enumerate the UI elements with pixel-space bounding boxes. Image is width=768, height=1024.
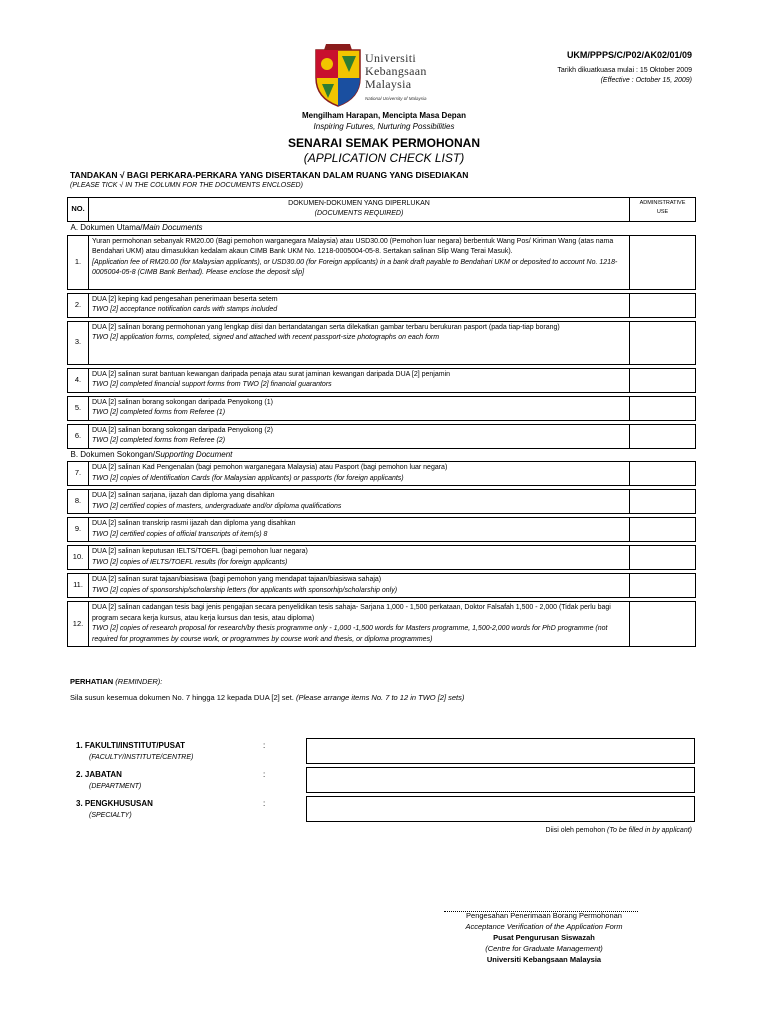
row-document-en: TWO [2] completed forms from Referee (1) (92, 409, 226, 416)
section-a-ms: A. Dokumen Utama/ (70, 223, 143, 232)
row-document-ms: DUA [2] salinan sarjana, ijazah dan diploma yang disahkan (92, 492, 275, 499)
row-document-en: TWO [2] copies of Identification Cards (for Malaysian applicants) or passports (for foreign applicants) (92, 474, 404, 482)
effective-date-en: (Effective : October 15, 2009) (600, 77, 692, 84)
col-no-header: NO. (68, 198, 89, 222)
reminder-label-ms: PERHATIAN (70, 677, 114, 686)
row-document-ms: DUA [2] keping kad pengesahan penerimaan beserta setem (92, 295, 278, 303)
reminder-text-ms: Sila susun kesemua dokumen No. 7 hingga 12 kepada DUA [2] set. (70, 693, 296, 702)
motto-en: Inspiring Futures, Nurturing Possibilities (313, 122, 455, 131)
row-document-ms: DUA [2] salinan borang sokongan daripada Penyokong (1) (92, 398, 273, 406)
col-documents-en: (DOCUMENTS REQUIRED) (314, 210, 404, 217)
fill-note (546, 827, 692, 834)
field-colon: : (263, 770, 266, 779)
row-document-en: TWO [2] completed financial support forms from TWO [2] financial guarantors (92, 381, 332, 388)
table-header-row (68, 198, 696, 222)
row-document (89, 546, 630, 570)
col-documents-ms: DOKUMEN-DOKUMEN YANG DIPERLUKAN (288, 200, 430, 207)
page-title: SENARAI SEMAK PERMOHONAN (287, 136, 480, 150)
field-colon: : (263, 799, 266, 808)
page-subtitle: (APPLICATION CHECK LIST) (303, 151, 465, 165)
admin-tick-box[interactable] (630, 235, 696, 289)
checklist-row (68, 602, 696, 647)
row-number: 12. (68, 602, 89, 647)
motto-ms: Mengilham Harapan, Mencipta Masa Depan (301, 111, 467, 120)
field-colon: : (263, 741, 266, 750)
verification-line1: Pengesahan Penerimaan Borang Permohonan (466, 911, 622, 920)
col-admin-line1: ADMINISTRATIVE (639, 200, 686, 206)
field-label: 1. FAKULTI/INSTITUT/PUSAT (76, 741, 186, 750)
admin-tick-box[interactable] (630, 490, 696, 514)
row-document (89, 574, 630, 598)
admin-tick-box[interactable] (630, 368, 696, 392)
row-document (89, 602, 630, 647)
row-document-ms: DUA [2] salinan cadangan tesis bagi jenis pengajian secara penyelidikan tesis sahaja- Sarjana 1,000 - 1,500 perkataan, Doktor Falsafah 1,500 - 2,000 (Tidak perlu bagi program secara kerja kursus, atau kerja kursus dan tesis, atau diploma) (92, 604, 611, 622)
section-b-ms: B. Dokumen Sokongan/ (70, 449, 155, 459)
section-b-title (68, 448, 696, 462)
row-number: 6. (68, 424, 89, 448)
admin-tick-box[interactable] (630, 462, 696, 486)
effective-date-ms: Tarikh dikuatkuasa mulai : 15 Oktober 2009 (557, 67, 692, 74)
instruction-ms: TANDAKAN √ BAGI PERKARA-PERKARA YANG DISERTAKAN DALAM RUANG YANG DISEDIAKAN (70, 170, 469, 180)
row-document-en: TWO [2] copies of IELTS/TOEFL results (for foreign applicants) (92, 558, 288, 566)
university-name-line2: Kebangsaan (365, 64, 427, 78)
ukm-crest-icon (312, 44, 364, 108)
row-number: 7. (68, 462, 89, 486)
section-a-en: Main Documents (142, 223, 203, 232)
checklist-row (68, 424, 696, 448)
checklist-row (68, 235, 696, 289)
field-input[interactable] (306, 767, 695, 793)
admin-tick-box[interactable] (630, 396, 696, 420)
university-name-line1: Universiti (365, 51, 416, 65)
instruction-en: (PLEASE TICK √ IN THE COLUMN FOR THE DOCUMENTS ENCLOSED) (70, 182, 303, 189)
row-number: 4. (68, 368, 89, 392)
admin-tick-box[interactable] (630, 518, 696, 542)
verification-line5: Universiti Kebangsaan Malaysia (486, 955, 602, 964)
row-document (89, 293, 630, 317)
section-a-title (68, 222, 696, 236)
row-number: 11. (68, 574, 89, 598)
university-name-line3: Malaysia (365, 77, 412, 91)
section-a-row (68, 222, 696, 236)
checklist-row (68, 293, 696, 317)
row-document-en: TWO [2] application forms, completed, signed and attached with recent passport-size photographs on each form (92, 334, 440, 341)
row-document-en: TWO [2] completed forms from Referee (2) (92, 437, 226, 444)
row-document-en: TWO [2] certified copies of masters, undergraduate and/or diploma qualifications (92, 502, 342, 510)
row-document (89, 424, 630, 448)
admin-tick-box[interactable] (630, 424, 696, 448)
row-document (89, 368, 630, 392)
verification-line4: (Centre for Graduate Management) (485, 944, 603, 953)
checklist-row (68, 546, 696, 570)
row-number: 3. (68, 321, 89, 364)
row-number: 1. (68, 235, 89, 289)
row-document-en: TWO [2] copies of research proposal for research/by thesis programme only - 1,000 -1,500 words for Masters programme, 1,500-2,000 words for PhD programme (not required for programmes by course work, or programmes by course work and thesis, or diploma programmes) (92, 625, 608, 643)
field-input[interactable] (306, 796, 695, 822)
checklist-row (68, 462, 696, 486)
admin-tick-box[interactable] (630, 293, 696, 317)
row-document-en: TWO [2] certified copies of official transcripts of item(s) 8 (92, 530, 268, 538)
checklist-row (68, 396, 696, 420)
reminder-text (70, 693, 464, 702)
col-documents-header (89, 198, 630, 222)
row-document-ms: DUA [2] salinan borang sokongan daripada Penyokong (2) (92, 426, 273, 434)
checklist-row (68, 321, 696, 364)
checklist-row (68, 574, 696, 598)
row-document-en: [Application fee of RM20.00 (for Malaysian applicants), or USD30.00 (for Foreign applicants) in a bank draft payable to Bendahari UKM or deposited to account No. 1218-0005004-05-8 (CIMB Bank Berhad). Please enclose the deposit slip] (92, 258, 618, 276)
section-b-en: Supporting Document (155, 449, 233, 459)
field-sublabel: (SPECIALTY) (89, 812, 132, 819)
row-document (89, 235, 630, 289)
section-b-row (68, 448, 696, 462)
university-name (365, 52, 427, 91)
row-document-en: TWO [2] acceptance notification cards with stamps included (92, 306, 278, 313)
col-admin-line2: USE (656, 209, 669, 215)
reminder-label-en: (REMINDER): (115, 677, 163, 686)
row-document (89, 518, 630, 542)
row-document-ms: DUA [2] salinan transkrip rasmi ijazah dan diploma yang disahkan (92, 520, 296, 527)
row-document (89, 490, 630, 514)
row-number: 5. (68, 396, 89, 420)
row-document-ms: DUA [2] salinan Kad Pengenalan (bagi pemohon warganegara Malaysia) atau Pasport (bagi pemohon luar negara) (92, 464, 448, 471)
admin-tick-box[interactable] (630, 321, 696, 364)
verification-line2: Acceptance Verification of the Application Form (465, 922, 623, 931)
row-document-ms: DUA [2] salinan keputusan IELTS/TOEFL (bagi pemohon luar negara) (92, 548, 308, 555)
checklist-table (67, 197, 696, 647)
row-document-ms: Yuran permohonan sebanyak RM20.00 (Bagi pemohon warganegara Malaysia) atau USD30.00 (Pemohon luar negara) berbentuk Wang Pos/ Kiriman Wang (atas nama Bendahari UKM) atau dimasukkan kedalam akaun CIMB Bank UKM No. 1218-0005004-05-8. Sertakan salinan Slip Wang Terai Masuk). (92, 237, 614, 255)
checklist-row (68, 490, 696, 514)
row-document-en: TWO [2] copies of sponsorship/scholarship letters (for applicants with sponsorhip/scholarship only) (92, 586, 398, 594)
verification-line3: Pusat Pengurusan Siswazah (493, 933, 595, 942)
row-document-ms: DUA [2] salinan borang permohonan yang lengkap diisi dan bertandatangan serta dilekatkan gambar terbaru berukuran pasport (pada tiap-tiap borang) (92, 323, 560, 331)
row-document (89, 462, 630, 486)
field-label: 2. JABATAN (76, 770, 122, 779)
row-document-ms: DUA [2] salinan surat tajaan/biasiswa (bagi pemohon yang mendapat tajaan/biasiswa sahaja) (92, 576, 382, 583)
field-input[interactable] (306, 738, 695, 764)
row-number: 2. (68, 293, 89, 317)
field-sublabel: (DEPARTMENT) (89, 783, 142, 790)
reminder-label (70, 677, 162, 686)
fill-note-en: (To be filled in by applicant) (607, 827, 692, 834)
document-reference: UKM/PPPS/C/P02/AK02/01/09 (566, 50, 692, 60)
admin-tick-box[interactable] (630, 602, 696, 647)
admin-tick-box[interactable] (630, 546, 696, 570)
row-number: 10. (68, 546, 89, 570)
admin-tick-box[interactable] (630, 574, 696, 598)
checklist-row (68, 518, 696, 542)
university-subtitle: National University of Malaysia (365, 96, 427, 101)
reminder-text-en: (Please arrange items No. 7 to 12 in TWO [2] sets) (295, 693, 465, 702)
row-number: 9. (68, 518, 89, 542)
field-sublabel: (FACULTY/INSTITUTE/CENTRE) (89, 754, 194, 761)
row-number: 8. (68, 490, 89, 514)
col-admin-header (630, 198, 696, 222)
fill-note-ms: Diisi oleh pemohon (545, 827, 608, 834)
checklist-row (68, 368, 696, 392)
field-label: 3. PENGKHUSUSAN (76, 799, 153, 808)
row-document-ms: DUA [2] salinan surat bantuan kewangan daripada penaja atau surat jaminan kewangan daripada DUA [2] penjamin (92, 370, 451, 378)
row-document (89, 321, 630, 364)
row-document (89, 396, 630, 420)
